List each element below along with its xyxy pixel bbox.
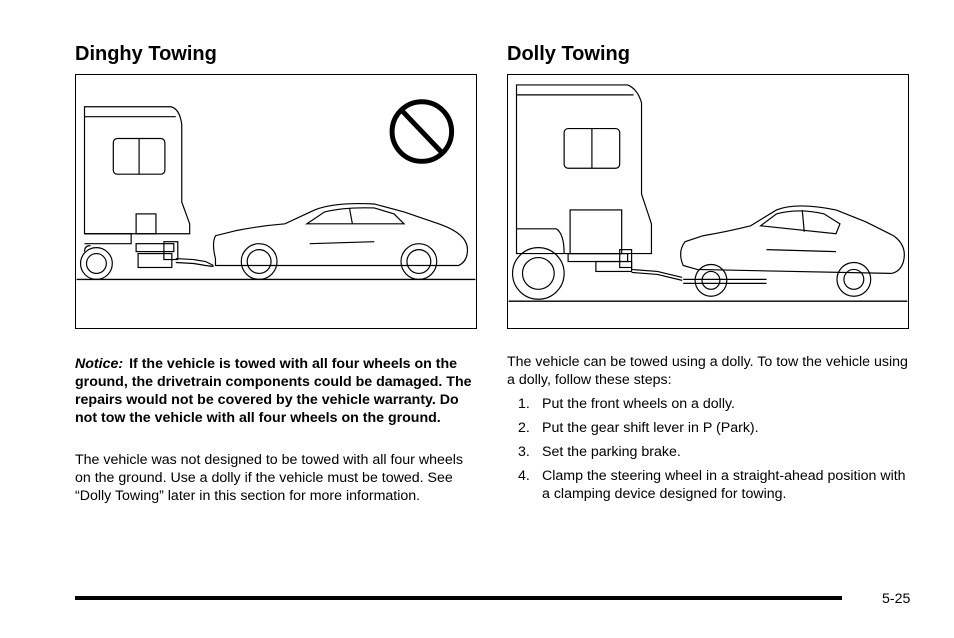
notice-text: If the vehicle is towed with all four wheels on the ground, the drivetrain components could be damaged. The repairs would not be covered by the vehicle warranty. Do not tow the vehicle with all four wheels on the ground. [75,356,472,426]
prohibited-icon [392,102,452,162]
step-number: 3. [518,444,530,460]
list-item [507,419,911,437]
step-text: Put the front wheels on a dolly. [542,396,735,412]
motorhome-rear [513,85,652,299]
towed-car [681,206,905,296]
dinghy-towing-illustration [75,74,477,329]
dolly-towing-illustration [507,74,909,329]
page-number: 5-25 [882,591,911,607]
step-number: 4. [518,468,530,484]
step-text: Set the parking brake. [542,444,681,460]
step-number: 2. [518,420,530,436]
list-item [507,395,911,413]
list-item [507,443,911,461]
motorhome-rear [81,107,190,280]
towed-car [213,204,467,280]
step-text: Put the gear shift lever in P (Park). [542,420,759,436]
step-text: Clamp the steering wheel in a straight-ahead position with a clamping device designed for towing. [542,468,906,502]
dinghy-paragraph: The vehicle was not designed to be towed with all four wheels on the ground. Use a dolly if the vehicle must be towed. See “Dolly Towing” later in this section for more information. [75,452,464,504]
dinghy-towing-heading: Dinghy Towing [75,43,217,65]
footer-rule [75,596,842,600]
notice-label: Notice: [75,356,124,372]
list-item [507,467,911,503]
section-dinghy-towing [75,40,479,68]
step-number: 1. [518,396,530,412]
dolly-steps-list [507,395,911,509]
section-dolly-towing [507,40,911,68]
dolly-towing-heading: Dolly Towing [507,43,630,65]
notice-block [75,355,479,427]
dolly-paragraph: The vehicle can be towed using a dolly. To tow the vehicle using a dolly, follow these steps: [507,354,908,388]
